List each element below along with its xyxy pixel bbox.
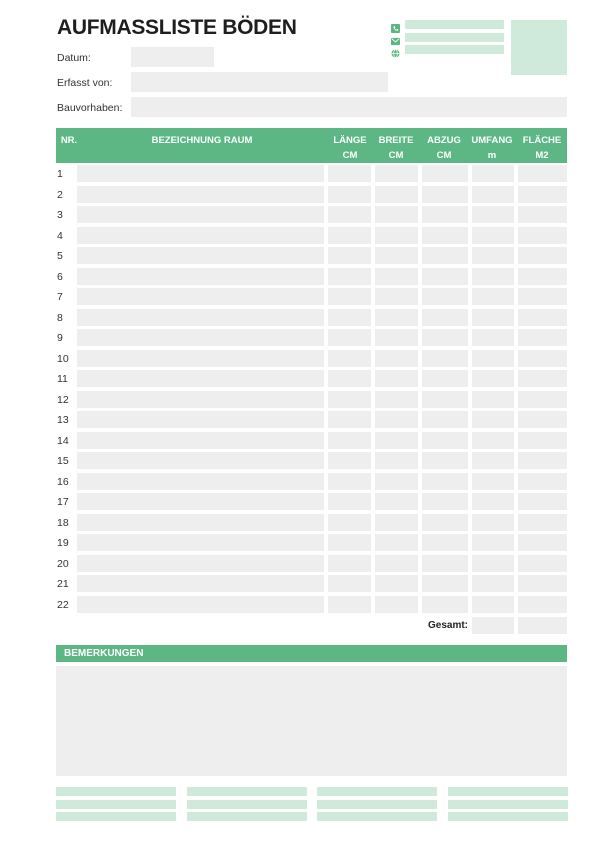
footer-info-bar (448, 787, 568, 796)
width-cell[interactable] (375, 329, 418, 346)
perimeter-cell[interactable] (472, 329, 514, 346)
perimeter-cell[interactable] (472, 186, 514, 203)
length-cell[interactable] (328, 206, 371, 223)
room-name-cell[interactable] (77, 411, 324, 428)
col-width: BREITE CM (378, 135, 414, 161)
area-cell[interactable] (518, 493, 567, 510)
area-cell[interactable] (518, 206, 567, 223)
footer-info-bar (317, 800, 437, 809)
row-number: 21 (57, 578, 69, 590)
length-cell[interactable] (328, 432, 371, 449)
room-name-cell[interactable] (77, 350, 324, 367)
area-cell[interactable] (518, 555, 567, 572)
length-cell[interactable] (328, 514, 371, 531)
row-number: 16 (57, 475, 69, 488)
contact-email (391, 33, 504, 42)
perimeter-cell[interactable] (472, 534, 514, 551)
footer-info-bar (56, 812, 176, 821)
footer-info-bar (187, 812, 307, 821)
perimeter-cell[interactable] (472, 370, 514, 387)
deduction-cell[interactable] (422, 391, 468, 408)
remarks-heading: BEMERKUNGEN (56, 645, 567, 662)
deduction-cell[interactable] (422, 534, 468, 551)
area-cell[interactable] (518, 288, 567, 305)
length-cell[interactable] (328, 268, 371, 285)
length-cell[interactable] (328, 186, 371, 203)
length-cell[interactable] (328, 227, 371, 244)
email-icon (391, 33, 400, 42)
area-cell[interactable] (518, 596, 567, 613)
deduction-cell[interactable] (422, 165, 468, 182)
area-cell[interactable] (518, 514, 567, 531)
width-cell[interactable] (375, 227, 418, 244)
room-name-cell[interactable] (77, 432, 324, 449)
date-label: Datum: (57, 52, 91, 64)
logo-placeholder (511, 20, 567, 75)
row-number: 15 (57, 455, 69, 467)
phone-icon (391, 20, 400, 29)
footer-info-bar (317, 812, 437, 821)
room-name-cell[interactable] (77, 555, 324, 572)
area-cell[interactable] (518, 452, 567, 469)
area-cell[interactable] (518, 432, 567, 449)
room-name-cell[interactable] (77, 596, 324, 613)
perimeter-cell[interactable] (472, 268, 514, 285)
deduction-cell[interactable] (422, 493, 468, 510)
width-cell[interactable] (375, 391, 418, 408)
row-number: 19 (57, 537, 69, 549)
room-name-cell[interactable] (77, 391, 324, 408)
area-cell[interactable] (518, 391, 567, 408)
globe-icon (391, 45, 400, 54)
area-cell[interactable] (518, 411, 567, 428)
perimeter-cell[interactable] (472, 165, 514, 182)
footer-info-bar (56, 787, 176, 796)
area-cell[interactable] (518, 247, 567, 264)
deduction-cell[interactable] (422, 247, 468, 264)
room-name-cell[interactable] (77, 575, 324, 592)
deduction-cell[interactable] (422, 432, 468, 449)
row-number: 20 (57, 557, 69, 570)
area-cell[interactable] (518, 329, 567, 346)
length-cell[interactable] (328, 165, 371, 182)
row-number: 22 (57, 598, 69, 611)
area-cell[interactable] (518, 309, 567, 326)
width-cell[interactable] (375, 596, 418, 613)
room-name-cell[interactable] (77, 452, 324, 469)
row-number: 9 (57, 332, 63, 344)
perimeter-cell[interactable] (472, 596, 514, 613)
deduction-cell[interactable] (422, 596, 468, 613)
col-room: BEZEICHNUNG RAUM (151, 135, 253, 146)
width-cell[interactable] (375, 432, 418, 449)
perimeter-cell[interactable] (472, 309, 514, 326)
row-number: 8 (57, 311, 63, 324)
project-field[interactable] (131, 97, 567, 117)
row-number: 11 (57, 373, 68, 385)
col-length: LÄNGE CM (333, 135, 367, 161)
length-cell[interactable] (328, 596, 371, 613)
room-name-cell[interactable] (77, 514, 324, 531)
col-deduction: ABZUG CM (427, 135, 461, 161)
total-label: Gesamt: (427, 620, 468, 631)
width-cell[interactable] (375, 411, 418, 428)
area-cell[interactable] (518, 186, 567, 203)
length-cell[interactable] (328, 473, 371, 490)
row-number: 4 (57, 229, 63, 242)
width-cell[interactable] (375, 350, 418, 367)
area-cell[interactable] (518, 370, 567, 387)
deduction-cell[interactable] (422, 227, 468, 244)
length-cell[interactable] (328, 493, 371, 510)
length-cell[interactable] (328, 288, 371, 305)
width-cell[interactable] (375, 288, 418, 305)
room-name-cell[interactable] (77, 370, 324, 387)
deduction-cell[interactable] (422, 514, 468, 531)
width-cell[interactable] (375, 534, 418, 551)
footer-info-bar (187, 787, 307, 796)
page-title: AUFMASSLISTE BÖDEN (57, 16, 297, 39)
room-name-cell[interactable] (77, 165, 324, 182)
width-cell[interactable] (375, 247, 418, 264)
row-number: 12 (57, 393, 69, 406)
deduction-cell[interactable] (422, 186, 468, 203)
length-cell[interactable] (328, 575, 371, 592)
length-cell[interactable] (328, 555, 371, 572)
row-number: 7 (57, 291, 63, 303)
room-name-cell[interactable] (77, 329, 324, 346)
width-cell[interactable] (375, 473, 418, 490)
deduction-cell[interactable] (422, 575, 468, 592)
col-perimeter: UMFANG m (471, 135, 513, 161)
deduction-cell[interactable] (422, 452, 468, 469)
row-number: 13 (57, 414, 69, 426)
room-name-cell[interactable] (77, 534, 324, 551)
area-cell[interactable] (518, 534, 567, 551)
row-number: 17 (57, 496, 69, 508)
perimeter-cell[interactable] (472, 288, 514, 305)
row-number: 2 (57, 188, 63, 201)
perimeter-cell[interactable] (472, 432, 514, 449)
total-area-field[interactable] (518, 617, 567, 634)
contact-web (391, 45, 504, 54)
length-cell[interactable] (328, 534, 371, 551)
website-field[interactable] (405, 45, 504, 54)
date-field[interactable] (131, 47, 214, 67)
remarks-field[interactable] (56, 666, 567, 776)
area-cell[interactable] (518, 473, 567, 490)
width-cell[interactable] (375, 206, 418, 223)
deduction-cell[interactable] (422, 288, 468, 305)
footer-info-bar (187, 800, 307, 809)
row-number: 1 (57, 168, 63, 180)
perimeter-cell[interactable] (472, 247, 514, 264)
area-cell[interactable] (518, 575, 567, 592)
room-name-cell[interactable] (77, 186, 324, 203)
contact-phone (391, 20, 504, 29)
row-number: 18 (57, 516, 69, 529)
deduction-cell[interactable] (422, 329, 468, 346)
deduction-cell[interactable] (422, 370, 468, 387)
total-perimeter-field[interactable] (472, 617, 514, 634)
room-name-cell[interactable] (77, 268, 324, 285)
room-name-cell[interactable] (77, 206, 324, 223)
deduction-cell[interactable] (422, 350, 468, 367)
footer-info-bar (448, 812, 568, 821)
room-name-cell[interactable] (77, 473, 324, 490)
col-nr: NR. (60, 135, 78, 146)
recorded-by-label: Erfasst von: (57, 77, 113, 89)
project-label: Bauvorhaben: (57, 102, 123, 114)
width-cell[interactable] (375, 555, 418, 572)
perimeter-cell[interactable] (472, 493, 514, 510)
room-name-cell[interactable] (77, 493, 324, 510)
footer-info-bar (56, 800, 176, 809)
row-number: 6 (57, 270, 63, 283)
deduction-cell[interactable] (422, 473, 468, 490)
perimeter-cell[interactable] (472, 473, 514, 490)
deduction-cell[interactable] (422, 555, 468, 572)
perimeter-cell[interactable] (472, 575, 514, 592)
length-cell[interactable] (328, 309, 371, 326)
recorded-by-field[interactable] (131, 72, 388, 92)
row-number: 10 (57, 352, 69, 365)
area-cell[interactable] (518, 165, 567, 182)
email-field[interactable] (405, 33, 504, 42)
width-cell[interactable] (375, 370, 418, 387)
room-name-cell[interactable] (77, 247, 324, 264)
room-name-cell[interactable] (77, 227, 324, 244)
length-cell[interactable] (328, 350, 371, 367)
col-area: FLÄCHE M2 (522, 135, 562, 161)
row-number: 5 (57, 250, 63, 262)
width-cell[interactable] (375, 268, 418, 285)
width-cell[interactable] (375, 452, 418, 469)
area-cell[interactable] (518, 350, 567, 367)
width-cell[interactable] (375, 309, 418, 326)
deduction-cell[interactable] (422, 268, 468, 285)
width-cell[interactable] (375, 514, 418, 531)
length-cell[interactable] (328, 329, 371, 346)
row-number: 14 (57, 434, 69, 447)
perimeter-cell[interactable] (472, 411, 514, 428)
area-cell[interactable] (518, 227, 567, 244)
perimeter-cell[interactable] (472, 514, 514, 531)
perimeter-cell[interactable] (472, 555, 514, 572)
footer-info-bar (317, 787, 437, 796)
perimeter-cell[interactable] (472, 206, 514, 223)
deduction-cell[interactable] (422, 411, 468, 428)
room-name-cell[interactable] (77, 288, 324, 305)
width-cell[interactable] (375, 165, 418, 182)
perimeter-cell[interactable] (472, 452, 514, 469)
width-cell[interactable] (375, 575, 418, 592)
deduction-cell[interactable] (422, 206, 468, 223)
perimeter-cell[interactable] (472, 350, 514, 367)
length-cell[interactable] (328, 391, 371, 408)
width-cell[interactable] (375, 493, 418, 510)
row-number: 3 (57, 209, 63, 221)
perimeter-cell[interactable] (472, 391, 514, 408)
width-cell[interactable] (375, 186, 418, 203)
deduction-cell[interactable] (422, 309, 468, 326)
length-cell[interactable] (328, 452, 371, 469)
room-name-cell[interactable] (77, 309, 324, 326)
footer-info-bar (448, 800, 568, 809)
perimeter-cell[interactable] (472, 227, 514, 244)
phone-field[interactable] (405, 20, 504, 29)
area-cell[interactable] (518, 268, 567, 285)
length-cell[interactable] (328, 370, 371, 387)
length-cell[interactable] (328, 247, 371, 264)
length-cell[interactable] (328, 411, 371, 428)
table-header (56, 128, 567, 163)
